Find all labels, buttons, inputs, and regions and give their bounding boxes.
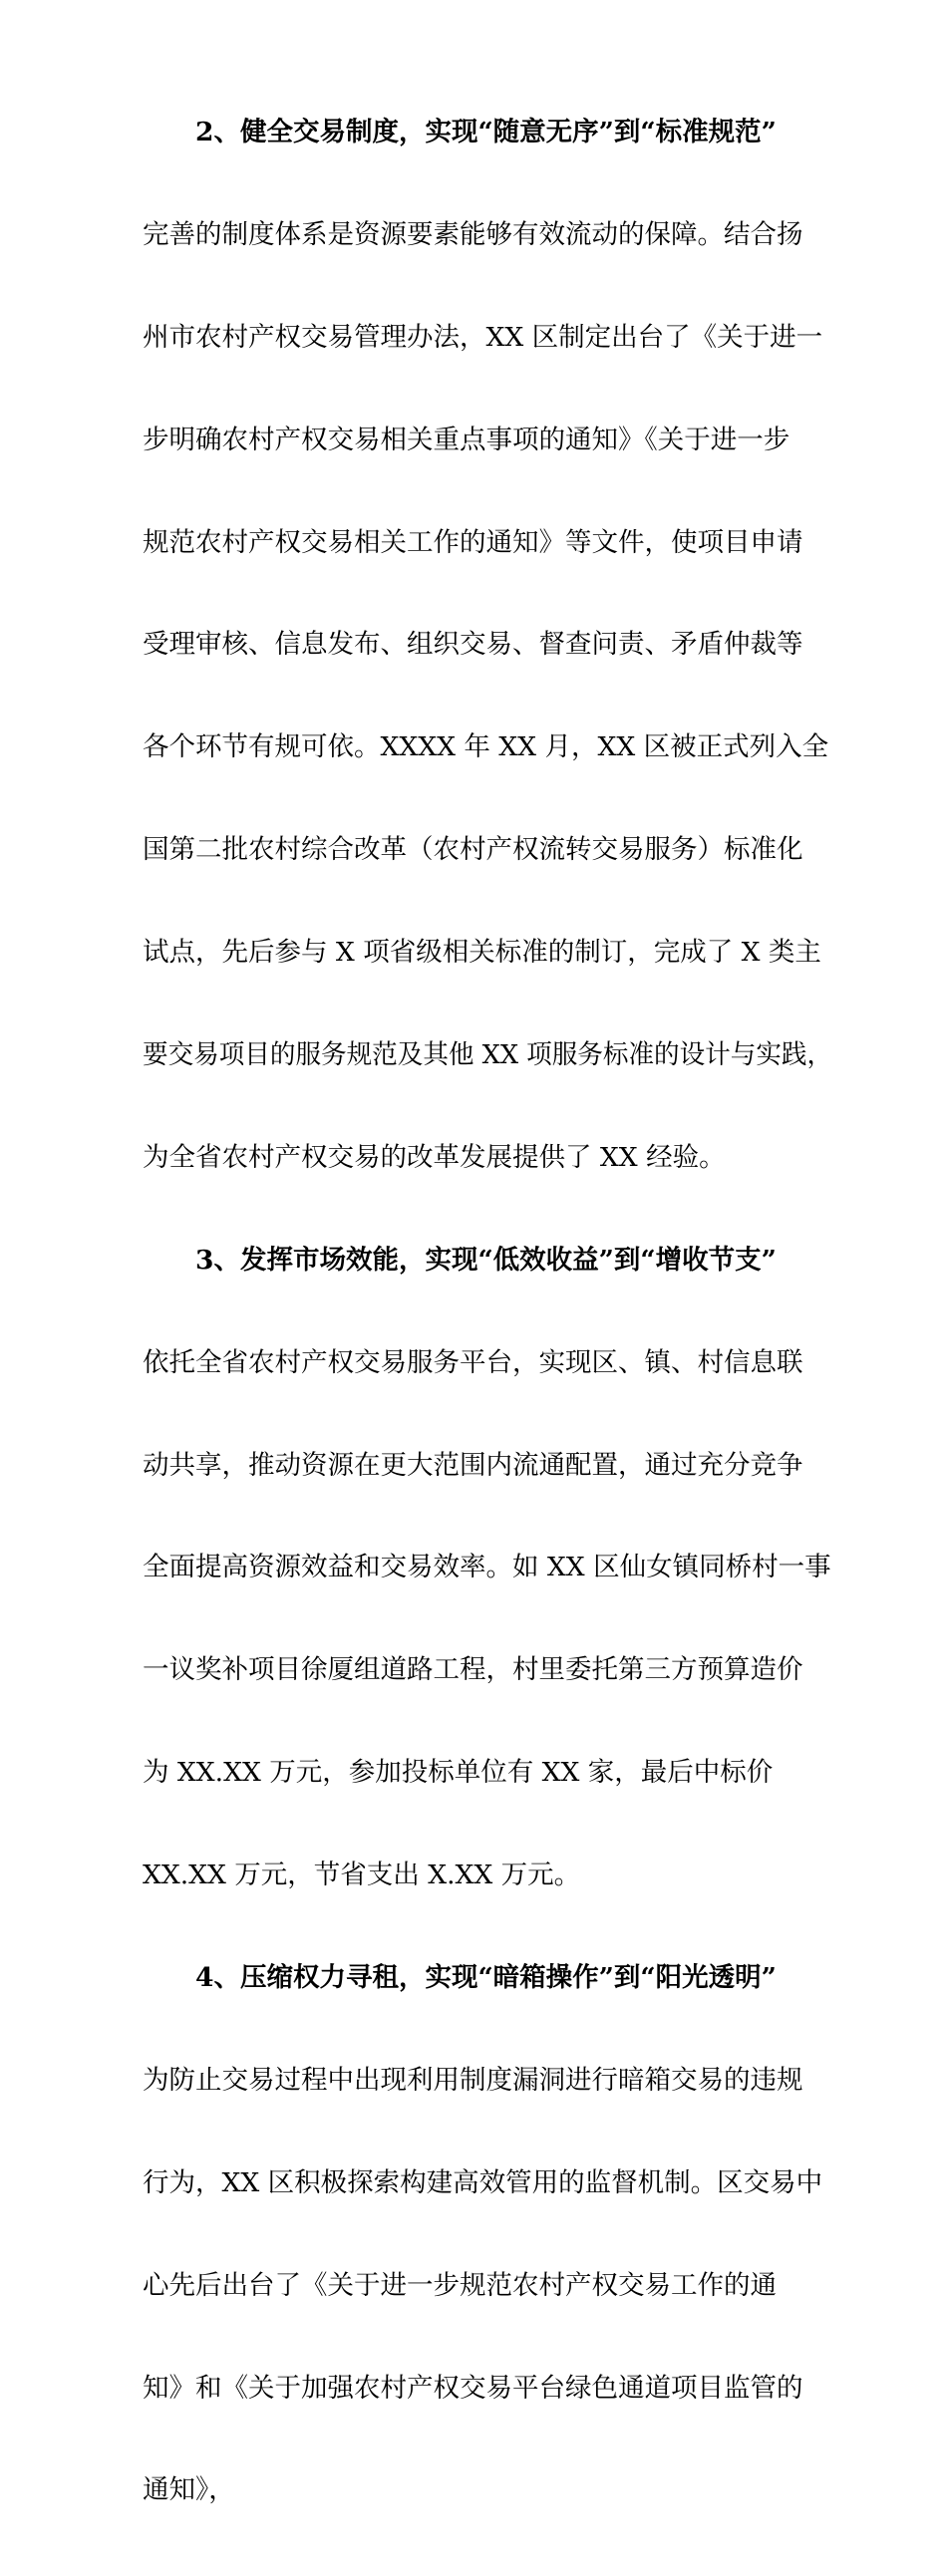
paragraph-line: 依托全省农村产权交易服务平台，实现区、镇、村信息联: [143, 1346, 803, 1378]
paragraph-line: 心先后出台了《关于进一步规范农村产权交易工作的通: [143, 2269, 777, 2301]
paragraph-line: 各个环节有规可依。XXXX 年 XX 月，XX 区被正式列入全: [143, 731, 829, 763]
document-body: [143, 116, 832, 2576]
paragraph-line: XX.XX 万元，节省支出 X.XX 万元。: [143, 1860, 581, 1891]
paragraph-line: 行为，XX 区积极探索构建高效管用的监督机制。区交易中: [143, 2166, 823, 2198]
paragraph-line: 步明确农村产权交易相关重点事项的通知》《关于进一步: [143, 424, 790, 455]
paragraph-line: 完善的制度体系是资源要素能够有效流动的保障。结合扬: [143, 218, 803, 250]
paragraph-line: 国第二批农村综合改革（农村产权流转交易服务）标准化: [143, 834, 803, 866]
paragraph-line: 州市农村产权交易管理办法，XX 区制定出台了《关于进一: [143, 321, 823, 353]
section-paragraph-3: [143, 1278, 832, 1961]
paragraph-line: 为全省农村产权交易的改革发展提供了 XX 经验。: [143, 1141, 726, 1173]
paragraph-line: 规范农村产权交易相关工作的通知》等文件，使项目申请: [143, 526, 803, 558]
section-heading-4: 4、压缩权力寻租，实现“暗箱操作”到“阳光透明”: [195, 1962, 777, 1994]
paragraph-line: 要交易项目的服务规范及其他 XX 项服务标准的设计与实践，: [143, 1039, 833, 1071]
paragraph-line: 为 XX.XX 万元，参加投标单位有 XX 家，最后中标价: [143, 1757, 774, 1789]
section-paragraph-2: [143, 149, 832, 1244]
paragraph-line: 试点，先后参与 X 项省级相关标准的制订，完成了 X 类主: [143, 937, 821, 969]
section-heading-2: 2、健全交易制度，实现“随意无序”到“标准规范”: [195, 117, 777, 147]
paragraph-line: 知》和《关于加强农村产权交易平台绿色通道项目监管的: [143, 2372, 803, 2404]
section-heading-3: 3、发挥市场效能，实现“低效收益”到“增收节支”: [195, 1244, 777, 1276]
paragraph-line: 受理审核、信息发布、组织交易、督查问责、矛盾仲裁等: [143, 629, 803, 661]
paragraph-line: 一议奖补项目徐厦组道路工程，村里委托第三方预算造价: [143, 1654, 803, 1686]
section-paragraph-4: [143, 1995, 832, 2576]
paragraph-line: 为防止交易过程中出现利用制度漏洞进行暗箱交易的违规: [143, 2064, 803, 2096]
paragraph-line: 全面提高资源效益和交易效率。如 XX 区仙女镇同桥村一事: [143, 1552, 831, 1583]
paragraph-line: 动共享，推动资源在更大范围内流通配置，通过充分竞争: [143, 1449, 803, 1481]
paragraph-line: 通知》，: [143, 2474, 235, 2506]
